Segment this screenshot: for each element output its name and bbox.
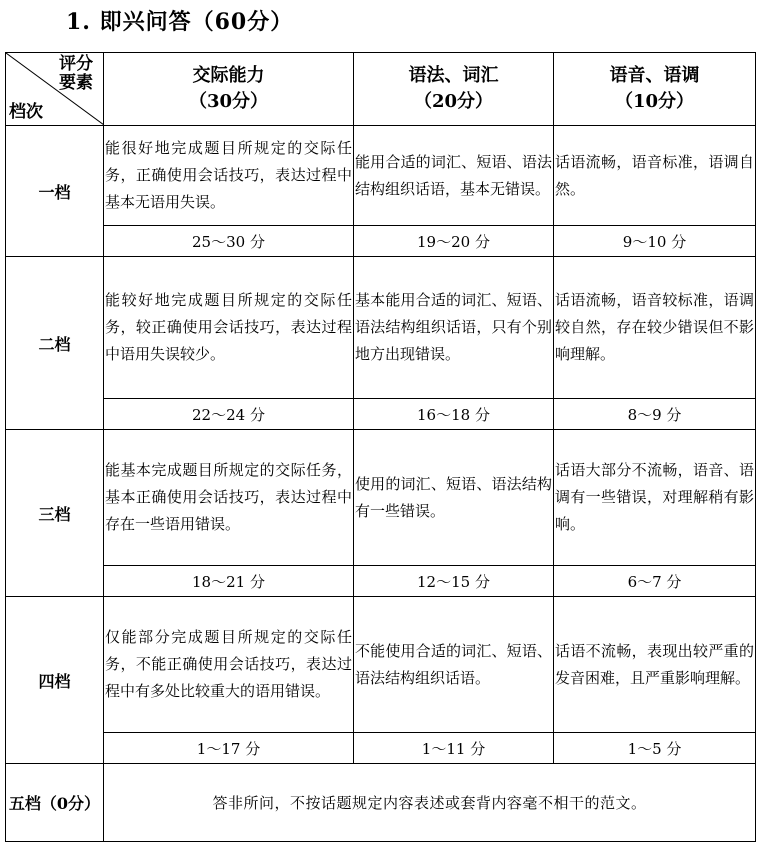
corner-cell — [6, 53, 104, 126]
grammar-score: 19～20 分 — [354, 226, 554, 257]
header-communication: 交际能力 （30分） — [104, 53, 354, 126]
communication-desc: 能很好地完成题目所规定的交际任务，正确使用会话技巧，表达过程中基本无语用失误。 — [104, 126, 354, 226]
grammar-score: 16～18 分 — [354, 399, 554, 430]
pronunciation-desc: 话语流畅，语音标准，语调自然。 — [554, 126, 756, 226]
level-label: 三档 — [6, 430, 104, 597]
score-row — [6, 566, 756, 597]
grammar-score: 12～15 分 — [354, 566, 554, 597]
score-row — [6, 399, 756, 430]
pronunciation-score: 9～10 分 — [554, 226, 756, 257]
pronunciation-score: 6～7 分 — [554, 566, 756, 597]
pronunciation-desc: 话语不流畅，表现出较严重的发音困难，且严重影响理解。 — [554, 597, 756, 733]
communication-score: 1～17 分 — [104, 733, 354, 764]
corner-level-label: 档次 — [9, 102, 43, 122]
level-five-row — [6, 764, 756, 842]
header-row — [6, 53, 756, 126]
pronunciation-desc: 话语大部分不流畅，语音、语调有一些错误，对理解稍有影响。 — [554, 430, 756, 566]
header-grammar-vocabulary: 语法、词汇 （20分） — [354, 53, 554, 126]
grammar-desc: 能用合适的词汇、短语、语法结构组织话语，基本无错误。 — [354, 126, 554, 226]
communication-score: 22～24 分 — [104, 399, 354, 430]
grammar-desc: 使用的词汇、短语、语法结构有一些错误。 — [354, 430, 554, 566]
pronunciation-desc: 话语流畅，语音较标准，语调较自然，存在较少错误但不影响理解。 — [554, 257, 756, 399]
communication-score: 25～30 分 — [104, 226, 354, 257]
grammar-desc: 基本能用合适的词汇、短语、语法结构组织话语，只有个别地方出现错误。 — [354, 257, 554, 399]
level-five-label: 五档（0分） — [6, 764, 104, 842]
page-title: 1. 即兴问答（60分） — [66, 9, 294, 35]
level-label: 四档 — [6, 597, 104, 764]
header-pronunciation-intonation: 语音、语调 （10分） — [554, 53, 756, 126]
communication-desc: 仅能部分完成题目所规定的交际任务，不能正确使用会话技巧，表达过程中有多处比较重大的语用错误。 — [104, 597, 354, 733]
level-label: 二档 — [6, 257, 104, 430]
score-row — [6, 733, 756, 764]
level-five-desc: 答非所问，不按话题规定内容表述或套背内容毫不相干的范文。 — [104, 764, 756, 842]
pronunciation-score: 1～5 分 — [554, 733, 756, 764]
grammar-score: 1～11 分 — [354, 733, 554, 764]
score-row — [6, 226, 756, 257]
pronunciation-score: 8～9 分 — [554, 399, 756, 430]
communication-desc: 能较好地完成题目所规定的交际任务，较正确使用会话技巧，表达过程中语用失误较少。 — [104, 257, 354, 399]
level-label: 一档 — [6, 126, 104, 257]
level-row — [6, 126, 756, 226]
communication-desc: 能基本完成题目所规定的交际任务，基本正确使用会话技巧，表达过程中存在一些语用错误。 — [104, 430, 354, 566]
level-row — [6, 257, 756, 399]
scoring-table — [5, 52, 756, 842]
level-row — [6, 430, 756, 566]
grammar-desc: 不能使用合适的词汇、短语、语法结构组织话语。 — [354, 597, 554, 733]
communication-score: 18～21 分 — [104, 566, 354, 597]
level-row — [6, 597, 756, 733]
corner-criteria-label: 评分 要素 — [59, 54, 93, 93]
